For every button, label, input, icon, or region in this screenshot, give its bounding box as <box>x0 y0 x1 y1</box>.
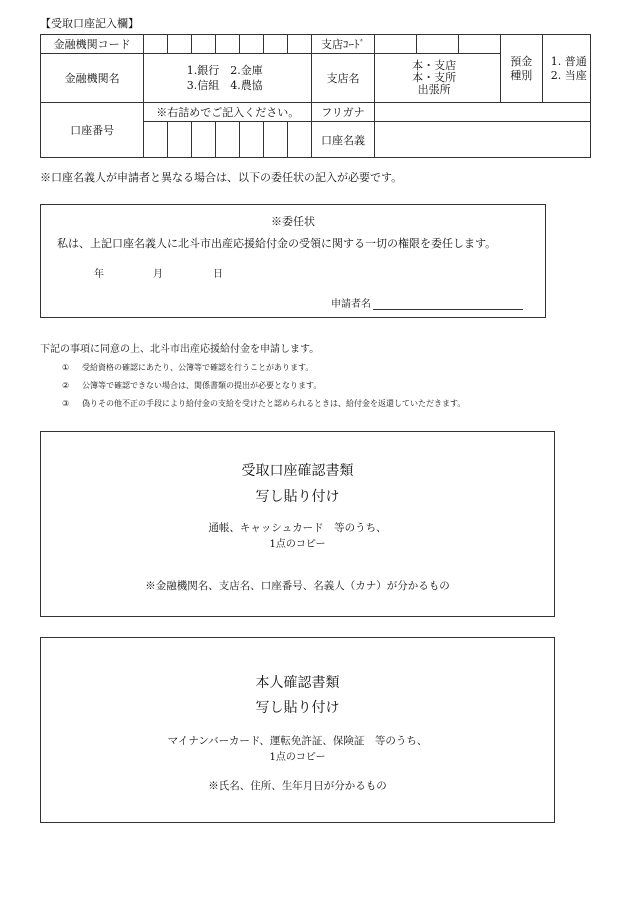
account-document-note: ※金融機関名、支店名、口座番号、名義人（カナ）が分かるもの <box>145 580 450 592</box>
account-document-desc1: 通帳、キャッシュカード 等のうち、 <box>208 522 387 534</box>
proxy-date-day: 日 <box>213 269 223 280</box>
applicant-signature <box>331 295 523 310</box>
proxy-date-year: 年 <box>94 269 104 280</box>
deposit-type-options[interactable] <box>542 35 590 103</box>
branch-code-label: 支店ｺｰﾄﾞ <box>312 35 374 54</box>
section-title: 【受取口座記入欄】 <box>40 17 139 30</box>
deposit-type-label: 預金 種別 <box>500 35 542 103</box>
bank-type-line1: 1.銀行 2.金庫 <box>186 64 263 77</box>
proxy-date-month: 月 <box>153 269 163 280</box>
agreement-item-text: 公簿等で確認できない場合は、関係書類の提出が必要となります。 <box>82 381 322 390</box>
id-document-desc1: マイナンバーカード、運転免許証、保険証 等のうち、 <box>167 735 428 747</box>
bank-code-digit[interactable] <box>168 35 192 54</box>
bank-code-digit[interactable] <box>192 35 216 54</box>
agreement-item <box>62 380 321 391</box>
proxy-text: 私は、上記口座名義人に北斗市出産応援給付金の受領に関する一切の権限を委任します。 <box>57 237 497 250</box>
agreement-item <box>62 398 465 409</box>
agreement-item-number: ② <box>62 381 70 390</box>
agreement-intro: 下記の事項に同意の上、北斗市出産応援給付金を申請します。 <box>40 344 320 355</box>
branch-name-field[interactable] <box>374 54 500 103</box>
furigana-label: フリガナ <box>312 103 374 122</box>
branch-code-digit[interactable] <box>374 35 416 54</box>
applicant-name-field[interactable] <box>373 298 523 310</box>
bank-code-label: 金融機関コード <box>41 35 144 54</box>
id-document-paste-area[interactable] <box>40 637 555 823</box>
account-number-digit[interactable] <box>144 122 168 158</box>
deposit-type-current[interactable]: 2. 当座 <box>550 68 587 82</box>
proxy-required-note: ※口座名義人が申請者と異なる場合は、以下の委任状の記入が必要です。 <box>40 171 403 184</box>
applicant-label: 申請者名 <box>331 299 371 310</box>
branch-name-label: 支店名 <box>312 54 374 103</box>
account-number-digit[interactable] <box>288 122 312 158</box>
account-document-title: 受取口座確認書類 <box>241 463 354 479</box>
bank-name-label: 金融機関名 <box>41 54 144 103</box>
bank-code-digit[interactable] <box>240 35 264 54</box>
account-number-label: 口座番号 <box>41 103 144 158</box>
account-document-desc2: 1点のコピー <box>269 539 326 550</box>
branch-type-line2: 本・支所 <box>412 71 457 84</box>
account-holder-label: 口座名義 <box>312 122 374 158</box>
agreement-item-text: 偽りその他不正の手段により給付金の支給を受けたと認められるときは、給付金を返還していただきます。 <box>82 399 466 408</box>
bank-name-field[interactable] <box>144 54 312 103</box>
branch-type-line3: 出張所 <box>417 83 451 96</box>
account-number-digit[interactable] <box>264 122 288 158</box>
agreement-item-number: ③ <box>62 399 70 408</box>
deposit-type-ordinary[interactable]: 1. 普通 <box>550 54 587 68</box>
right-justify-note: ※右詰めでご記入ください。 <box>144 103 312 122</box>
id-document-title: 本人確認書類 <box>255 675 340 691</box>
bank-code-digit[interactable] <box>144 35 168 54</box>
furigana-field[interactable] <box>374 103 590 122</box>
account-number-digit[interactable] <box>168 122 192 158</box>
proxy-title: ※委任状 <box>271 215 315 228</box>
id-document-subtitle: 写し貼り付け <box>255 700 340 716</box>
bank-code-digit[interactable] <box>264 35 288 54</box>
bank-account-table <box>40 34 591 158</box>
branch-code-digit[interactable] <box>416 35 458 54</box>
account-number-digit[interactable] <box>192 122 216 158</box>
bank-code-digit[interactable] <box>288 35 312 54</box>
id-document-note: ※氏名、住所、生年月日が分かるもの <box>208 780 387 792</box>
agreement-item-text: 受給資格の確認にあたり、公簿等で確認を行うことがあります。 <box>82 363 314 372</box>
id-document-desc2: 1点のコピー <box>269 752 326 763</box>
account-document-paste-area[interactable] <box>40 431 555 617</box>
branch-code-digit[interactable] <box>458 35 500 54</box>
account-document-subtitle: 写し貼り付け <box>255 489 340 505</box>
bank-type-line2: 3.信組 4.農協 <box>186 79 263 92</box>
bank-code-digit[interactable] <box>216 35 240 54</box>
account-number-digit[interactable] <box>240 122 264 158</box>
agreement-item-number: ① <box>62 363 70 372</box>
account-number-digit[interactable] <box>216 122 240 158</box>
agreement-item <box>62 362 313 373</box>
account-holder-field[interactable] <box>374 122 590 158</box>
proxy-box <box>40 204 546 318</box>
branch-type-line1: 本・支店 <box>412 59 457 72</box>
